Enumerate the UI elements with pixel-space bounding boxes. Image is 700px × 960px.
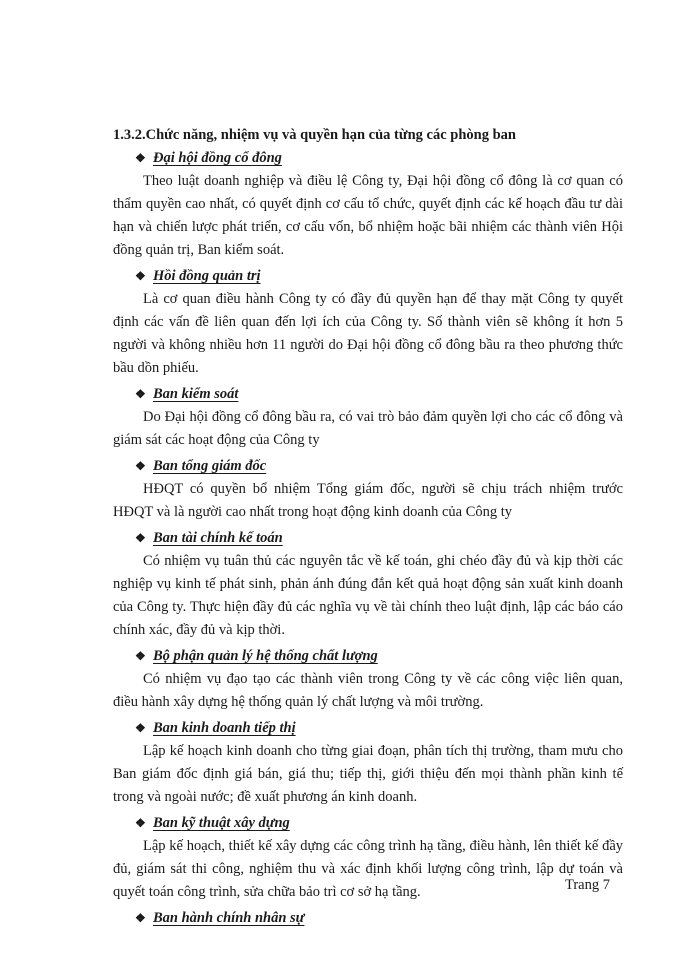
diamond-bullet-icon: ❖ xyxy=(135,721,146,735)
section-title-ban-kiem-soat xyxy=(135,384,623,404)
section-title-text: Hồi đồng quản trị xyxy=(153,268,261,284)
section-title-text: Ban kiểm soát xyxy=(153,386,239,402)
diamond-bullet-icon: ❖ xyxy=(135,459,146,473)
section-title-text: Ban hành chính nhân sự xyxy=(153,910,305,926)
section-title-ban-hanh-chinh-nhan-su xyxy=(135,908,623,928)
section-title-text: Ban tổng giám đốc xyxy=(153,458,267,474)
section-title-ban-kinh-doanh-tiep-thi xyxy=(135,718,623,738)
diamond-bullet-icon: ❖ xyxy=(135,151,146,165)
section-title-ban-tong-giam-doc xyxy=(135,456,623,476)
section-paragraph: Là cơ quan điều hành Công ty có đầy đủ quyền hạn để thay mặt Công ty quyết định các vấn đề liên quan đến lợi ích của Công ty. Số thành viên sẽ không ít hơn 5 người và không nhiều hơn 11 người do Đại hội đồng cổ đông bầu ra theo phương thức bầu dồn phiếu. xyxy=(113,291,623,376)
diamond-bullet-icon: ❖ xyxy=(135,387,146,401)
section-paragraph: Có nhiệm vụ tuân thủ các nguyên tắc về kế toán, ghi chéo đầy đủ và kịp thời các nghiệp vụ kinh tế phát sinh, phản ánh đúng đắn kết quả hoạt động sản xuất kinh doanh của Công ty. Thực hiện đầy đủ các nghĩa vụ về tài chính theo luật định, lập các báo cáo chính xác, đầy đủ và kịp thời. xyxy=(113,553,623,638)
diamond-bullet-icon: ❖ xyxy=(135,649,146,663)
section-title-text: Đại hội đồng cổ đông xyxy=(153,150,282,166)
section-title-text: Ban kinh doanh tiếp thị xyxy=(153,720,296,736)
section-title-text: Ban kỹ thuật xây dựng xyxy=(153,815,290,831)
diamond-bullet-icon: ❖ xyxy=(135,269,146,283)
diamond-bullet-icon: ❖ xyxy=(135,911,146,925)
section-title-quan-ly-chat-luong xyxy=(135,646,623,666)
section-title-text: Bộ phận quản lý hệ thống chất lượng xyxy=(153,648,378,664)
section-title-hoi-dong-quan-tri xyxy=(135,266,623,286)
section-heading: 1.3.2.Chức năng, nhiệm vụ và quyền hạn của từng các phòng ban xyxy=(113,127,516,143)
page-number: Trang 7 xyxy=(565,877,610,893)
section-paragraph: Theo luật doanh nghiệp và điều lệ Công ty, Đại hội đồng cổ đông là cơ quan có thẩm quyền cao nhất, có quyết định cơ cấu tổ chức, quyết định các kế hoạch đầu tư dài hạn và chiến lược phát triển, cơ cấu vốn, bổ nhiệm hoặc bãi nhiệm các thành viên Hội đồng quản trị, Ban kiểm soát. xyxy=(113,173,623,258)
section-paragraph: Lập kế hoạch kinh doanh cho từng giai đoạn, phân tích thị trường, tham mưu cho Ban giám đốc định giá bán, giá thu; tiếp thị, giới thiệu đến mọi thành phần kinh tế trong và ngoài nước; đề xuất phương án kinh doanh. xyxy=(113,743,623,805)
section-paragraph: Có nhiệm vụ đạo tạo các thành viên trong Công ty về các công việc liên quan, điều hành xây dựng hệ thống quản lý chất lượng và môi trường. xyxy=(113,671,623,710)
section-title-dai-hoi-dong-co-dong xyxy=(135,148,623,168)
section-paragraph: HĐQT có quyền bổ nhiệm Tổng giám đốc, người sẽ chịu trách nhiệm trước HĐQT và là người cao nhất trong hoạt động kinh doanh của Công ty xyxy=(113,481,623,520)
section-paragraph: Lập kế hoạch, thiết kế xây dựng các công trình hạ tầng, điều hành, lên thiết kế đầy đủ, giám sát thi công, nghiệm thu và xác định khối lượng công trình, lập dự toán và quyết toán công trình, sửa chữa bảo trì cơ sở hạ tầng. xyxy=(113,838,623,900)
section-paragraph: Do Đại hội đồng cổ đông bầu ra, có vai trò bảo đảm quyền lợi cho các cổ đông và giám sát các hoạt động của Công ty xyxy=(113,409,623,448)
diamond-bullet-icon: ❖ xyxy=(135,531,146,545)
section-title-ban-ky-thuat-xay-dung xyxy=(135,813,623,833)
page-content xyxy=(113,125,623,930)
section-title-ban-tai-chinh-ke-toan xyxy=(135,528,623,548)
diamond-bullet-icon: ❖ xyxy=(135,816,146,830)
section-title-text: Ban tài chính kế toán xyxy=(153,530,283,546)
